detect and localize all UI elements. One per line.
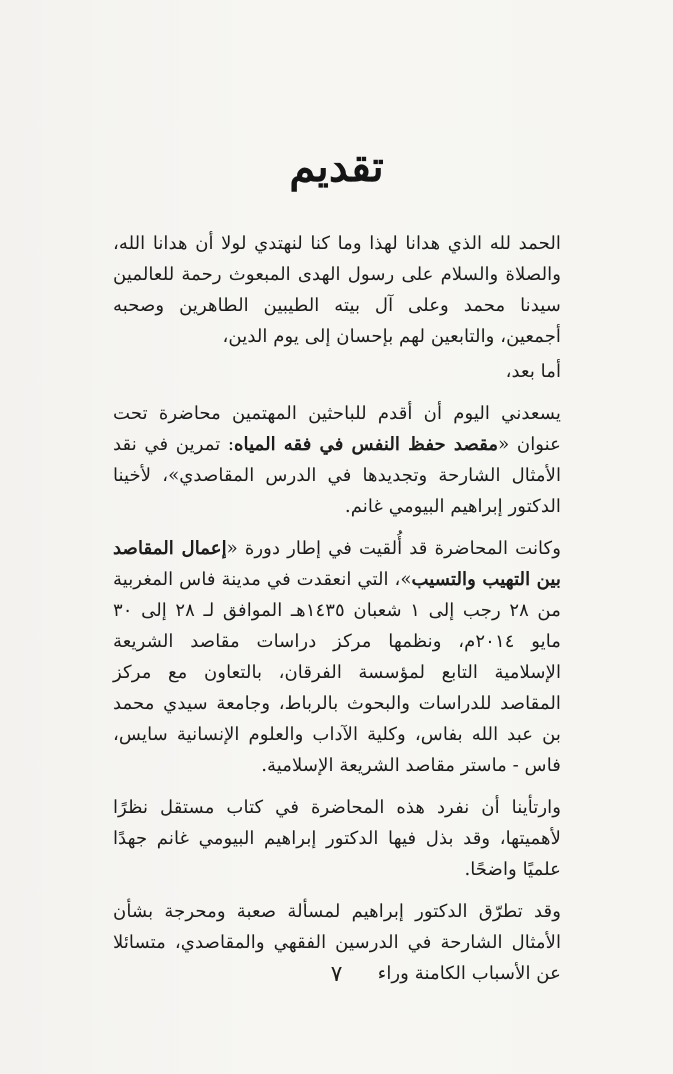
paragraph-opening: الحمد لله الذي هدانا لهذا وما كنا لنهتدي لولا أن هدانا الله، والصلاة والسلام على رسول الهدى المبعوث رحمة للعالمين سيدنا محمد وعلى آل بيته الطيبين الطاهرين وصحبه أجمعين، والتابعين لهم بإحسان إلى يوم الدين، xyxy=(113,233,561,347)
paragraph-topic: وقد تطرّق الدكتور إبراهيم لمسألة صعبة ومحرجة بشأن الأمثال الشارحة في الدرسين الفقهي والمقاصدي، متسائلا عن الأسباب الكامنة وراء xyxy=(113,901,561,984)
paragraph-course xyxy=(113,533,561,781)
paragraph-publication: وارتأينا أن نفرد هذه المحاضرة في كتاب مستقل نظرًا لأهميتها، وقد بذل فيها الدكتور إبراهيم البيومي غانم جهدًا علميًا واضحًا. xyxy=(113,797,561,880)
course-title: إعمال المقاصد بين التهيب والتسيب xyxy=(113,538,561,590)
course-text-end: »، التي انعقدت في مدينة فاس المغربية من ٢٨ رجب إلى ١ شعبان ١٤٣٥هـ الموافق لـ ٢٨ إلى ٣٠ مايو ٢٠١٤م، ونظمها مركز دراسات مقاصد الشريعة الإسلامية التابع لمؤسسة الفرقان، بالتعاون مع مركز المقاصد للدراسات والبحوث بالرباط، وجامعة سيدي محمد بن عبد الله بفاس، وكلية الآداب والعلوم الإنسانية سايس، فاس - ماستر مقاصد الشريعة الإسلامية. xyxy=(113,569,561,776)
page-number: ٧ xyxy=(330,962,343,987)
paragraph-introduction xyxy=(113,398,561,522)
body-text xyxy=(113,228,561,1000)
course-text-start: وكانت المحاضرة قد أُلقيت في إطار دورة « xyxy=(226,538,561,559)
lecture-title: مقصد حفظ النفس في فقه المياه xyxy=(234,434,499,455)
page-title: تقديم xyxy=(289,142,384,191)
paragraph-salutation: أما بعد، xyxy=(505,361,561,382)
intro-text-end: : تمرين في نقد الأمثال الشارحة وتجديدها في الدرس المقاصدي»، لأخينا الدكتور إبراهيم البيومي غانم. xyxy=(113,434,561,517)
intro-text-start: يسعدني اليوم أن أقدم للباحثين المهتمين محاضرة تحت عنوان « xyxy=(113,403,562,455)
